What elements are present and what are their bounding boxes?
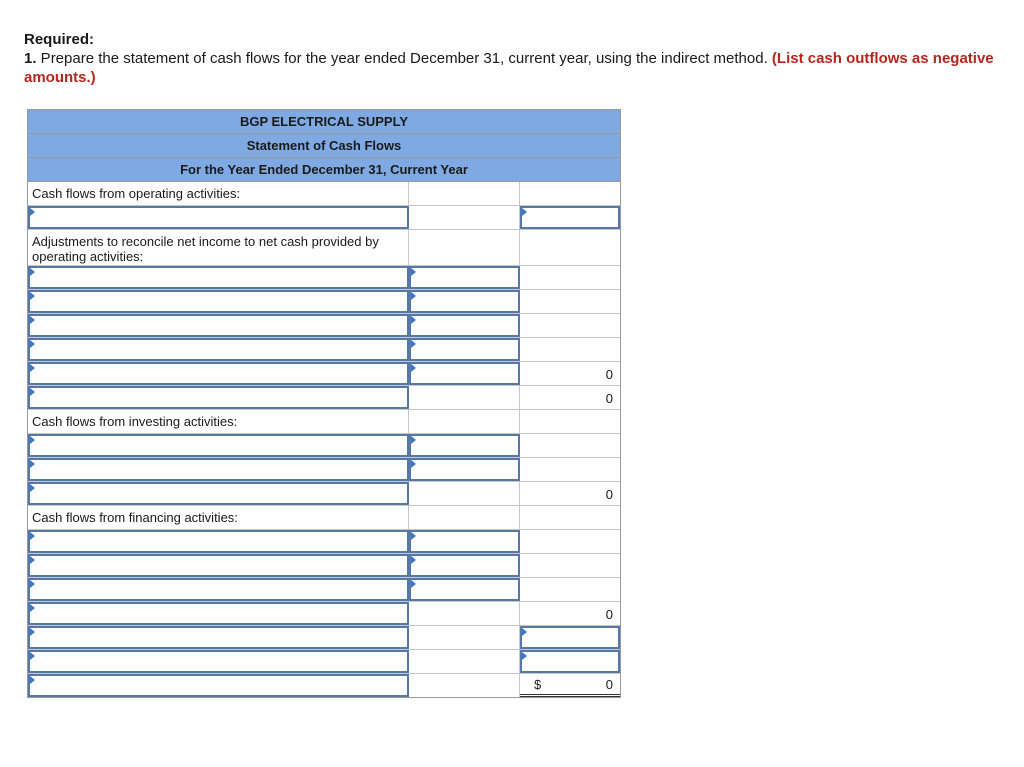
empty-cell	[409, 182, 520, 205]
empty-cell	[520, 554, 620, 577]
empty-cell	[409, 230, 520, 265]
investing-amount-input[interactable]	[409, 434, 520, 457]
operating-label: Cash flows from operating activities:	[28, 182, 409, 205]
table-row	[28, 290, 620, 314]
operating-total: 0	[605, 391, 613, 406]
empty-cell	[409, 482, 520, 505]
table-row	[28, 314, 620, 338]
beginning-cash-amount-input[interactable]	[520, 650, 620, 673]
cash-flow-statement	[27, 109, 621, 698]
beginning-cash-label-input[interactable]	[28, 650, 409, 673]
table-row	[28, 458, 620, 482]
net-income-label-input[interactable]	[28, 206, 409, 229]
adjustment-amount-input[interactable]	[409, 338, 520, 361]
table-row	[28, 482, 620, 506]
company-name: BGP ELECTRICAL SUPPLY	[28, 110, 620, 134]
operating-total-label-input[interactable]	[28, 386, 409, 409]
table-row	[28, 338, 620, 362]
table-row	[28, 626, 620, 650]
empty-cell	[409, 386, 520, 409]
requirement-number: 1.	[24, 50, 37, 67]
table-row	[28, 410, 620, 434]
table-row	[28, 602, 620, 626]
required-heading: Required:	[24, 31, 95, 48]
empty-cell	[409, 506, 520, 529]
currency-symbol: $	[534, 677, 542, 692]
investing-label-input[interactable]	[28, 434, 409, 457]
financing-total-label-input[interactable]	[28, 602, 409, 625]
adjustment-label-input[interactable]	[28, 314, 409, 337]
instructions	[24, 30, 999, 87]
empty-cell	[520, 506, 620, 529]
adjustment-amount-input[interactable]	[409, 314, 520, 337]
empty-cell	[409, 206, 520, 229]
investing-total-label-input[interactable]	[28, 482, 409, 505]
empty-cell	[520, 434, 620, 457]
financing-amount-input[interactable]	[409, 530, 520, 553]
adjustment-label-input[interactable]	[28, 338, 409, 361]
table-row	[28, 182, 620, 206]
net-change-label-input[interactable]	[28, 626, 409, 649]
table-row	[28, 266, 620, 290]
empty-cell	[520, 290, 620, 313]
empty-cell	[520, 314, 620, 337]
empty-cell	[520, 338, 620, 361]
table-row	[28, 362, 620, 386]
adjustment-amount-input[interactable]	[409, 266, 520, 289]
investing-amount-input[interactable]	[409, 458, 520, 481]
empty-cell	[409, 410, 520, 433]
final-total-value: 0	[605, 677, 613, 692]
table-row	[28, 506, 620, 530]
ending-cash-total	[520, 674, 620, 697]
net-income-amount-input[interactable]	[520, 206, 620, 229]
table-row	[28, 650, 620, 674]
table-row	[28, 230, 620, 266]
table-row	[28, 386, 620, 410]
ending-cash-label-input[interactable]	[28, 674, 409, 697]
financing-amount-input[interactable]	[409, 554, 520, 577]
table-row	[28, 554, 620, 578]
adjustments-total: 0	[605, 367, 613, 382]
empty-cell	[520, 266, 620, 289]
empty-cell	[409, 626, 520, 649]
financing-total: 0	[605, 607, 613, 622]
table-row	[28, 206, 620, 230]
adjustment-amount-input[interactable]	[409, 362, 520, 385]
financing-label-input[interactable]	[28, 530, 409, 553]
empty-cell	[409, 602, 520, 625]
financing-label-input[interactable]	[28, 554, 409, 577]
empty-cell	[409, 674, 520, 697]
empty-cell	[520, 230, 620, 265]
requirement-1	[24, 49, 999, 87]
financing-amount-input[interactable]	[409, 578, 520, 601]
table-row	[28, 674, 620, 697]
net-change-amount-input[interactable]	[520, 626, 620, 649]
table-row	[28, 530, 620, 554]
adjustment-amount-input[interactable]	[409, 290, 520, 313]
adjustment-label-input[interactable]	[28, 290, 409, 313]
table-row	[28, 434, 620, 458]
table-row	[28, 578, 620, 602]
adjustment-label-input[interactable]	[28, 266, 409, 289]
statement-period: For the Year Ended December 31, Current Year	[28, 158, 620, 182]
empty-cell	[520, 410, 620, 433]
requirement-text: Prepare the statement of cash flows for the year ended December 31, current year, using the indirect method.	[36, 50, 772, 67]
empty-cell	[520, 458, 620, 481]
empty-cell	[520, 530, 620, 553]
empty-cell	[409, 650, 520, 673]
adjustments-label: Adjustments to reconcile net income to net cash provided by operating activities:	[28, 230, 409, 265]
investing-label-input[interactable]	[28, 458, 409, 481]
requirement-note: (List cash outflows as negative amounts.)	[24, 50, 994, 86]
financing-label: Cash flows from financing activities:	[28, 506, 409, 529]
adjustment-label-input[interactable]	[28, 362, 409, 385]
investing-label: Cash flows from investing activities:	[28, 410, 409, 433]
financing-label-input[interactable]	[28, 578, 409, 601]
investing-total: 0	[605, 487, 613, 502]
statement-title: Statement of Cash Flows	[28, 134, 620, 158]
empty-cell	[520, 182, 620, 205]
empty-cell	[520, 578, 620, 601]
